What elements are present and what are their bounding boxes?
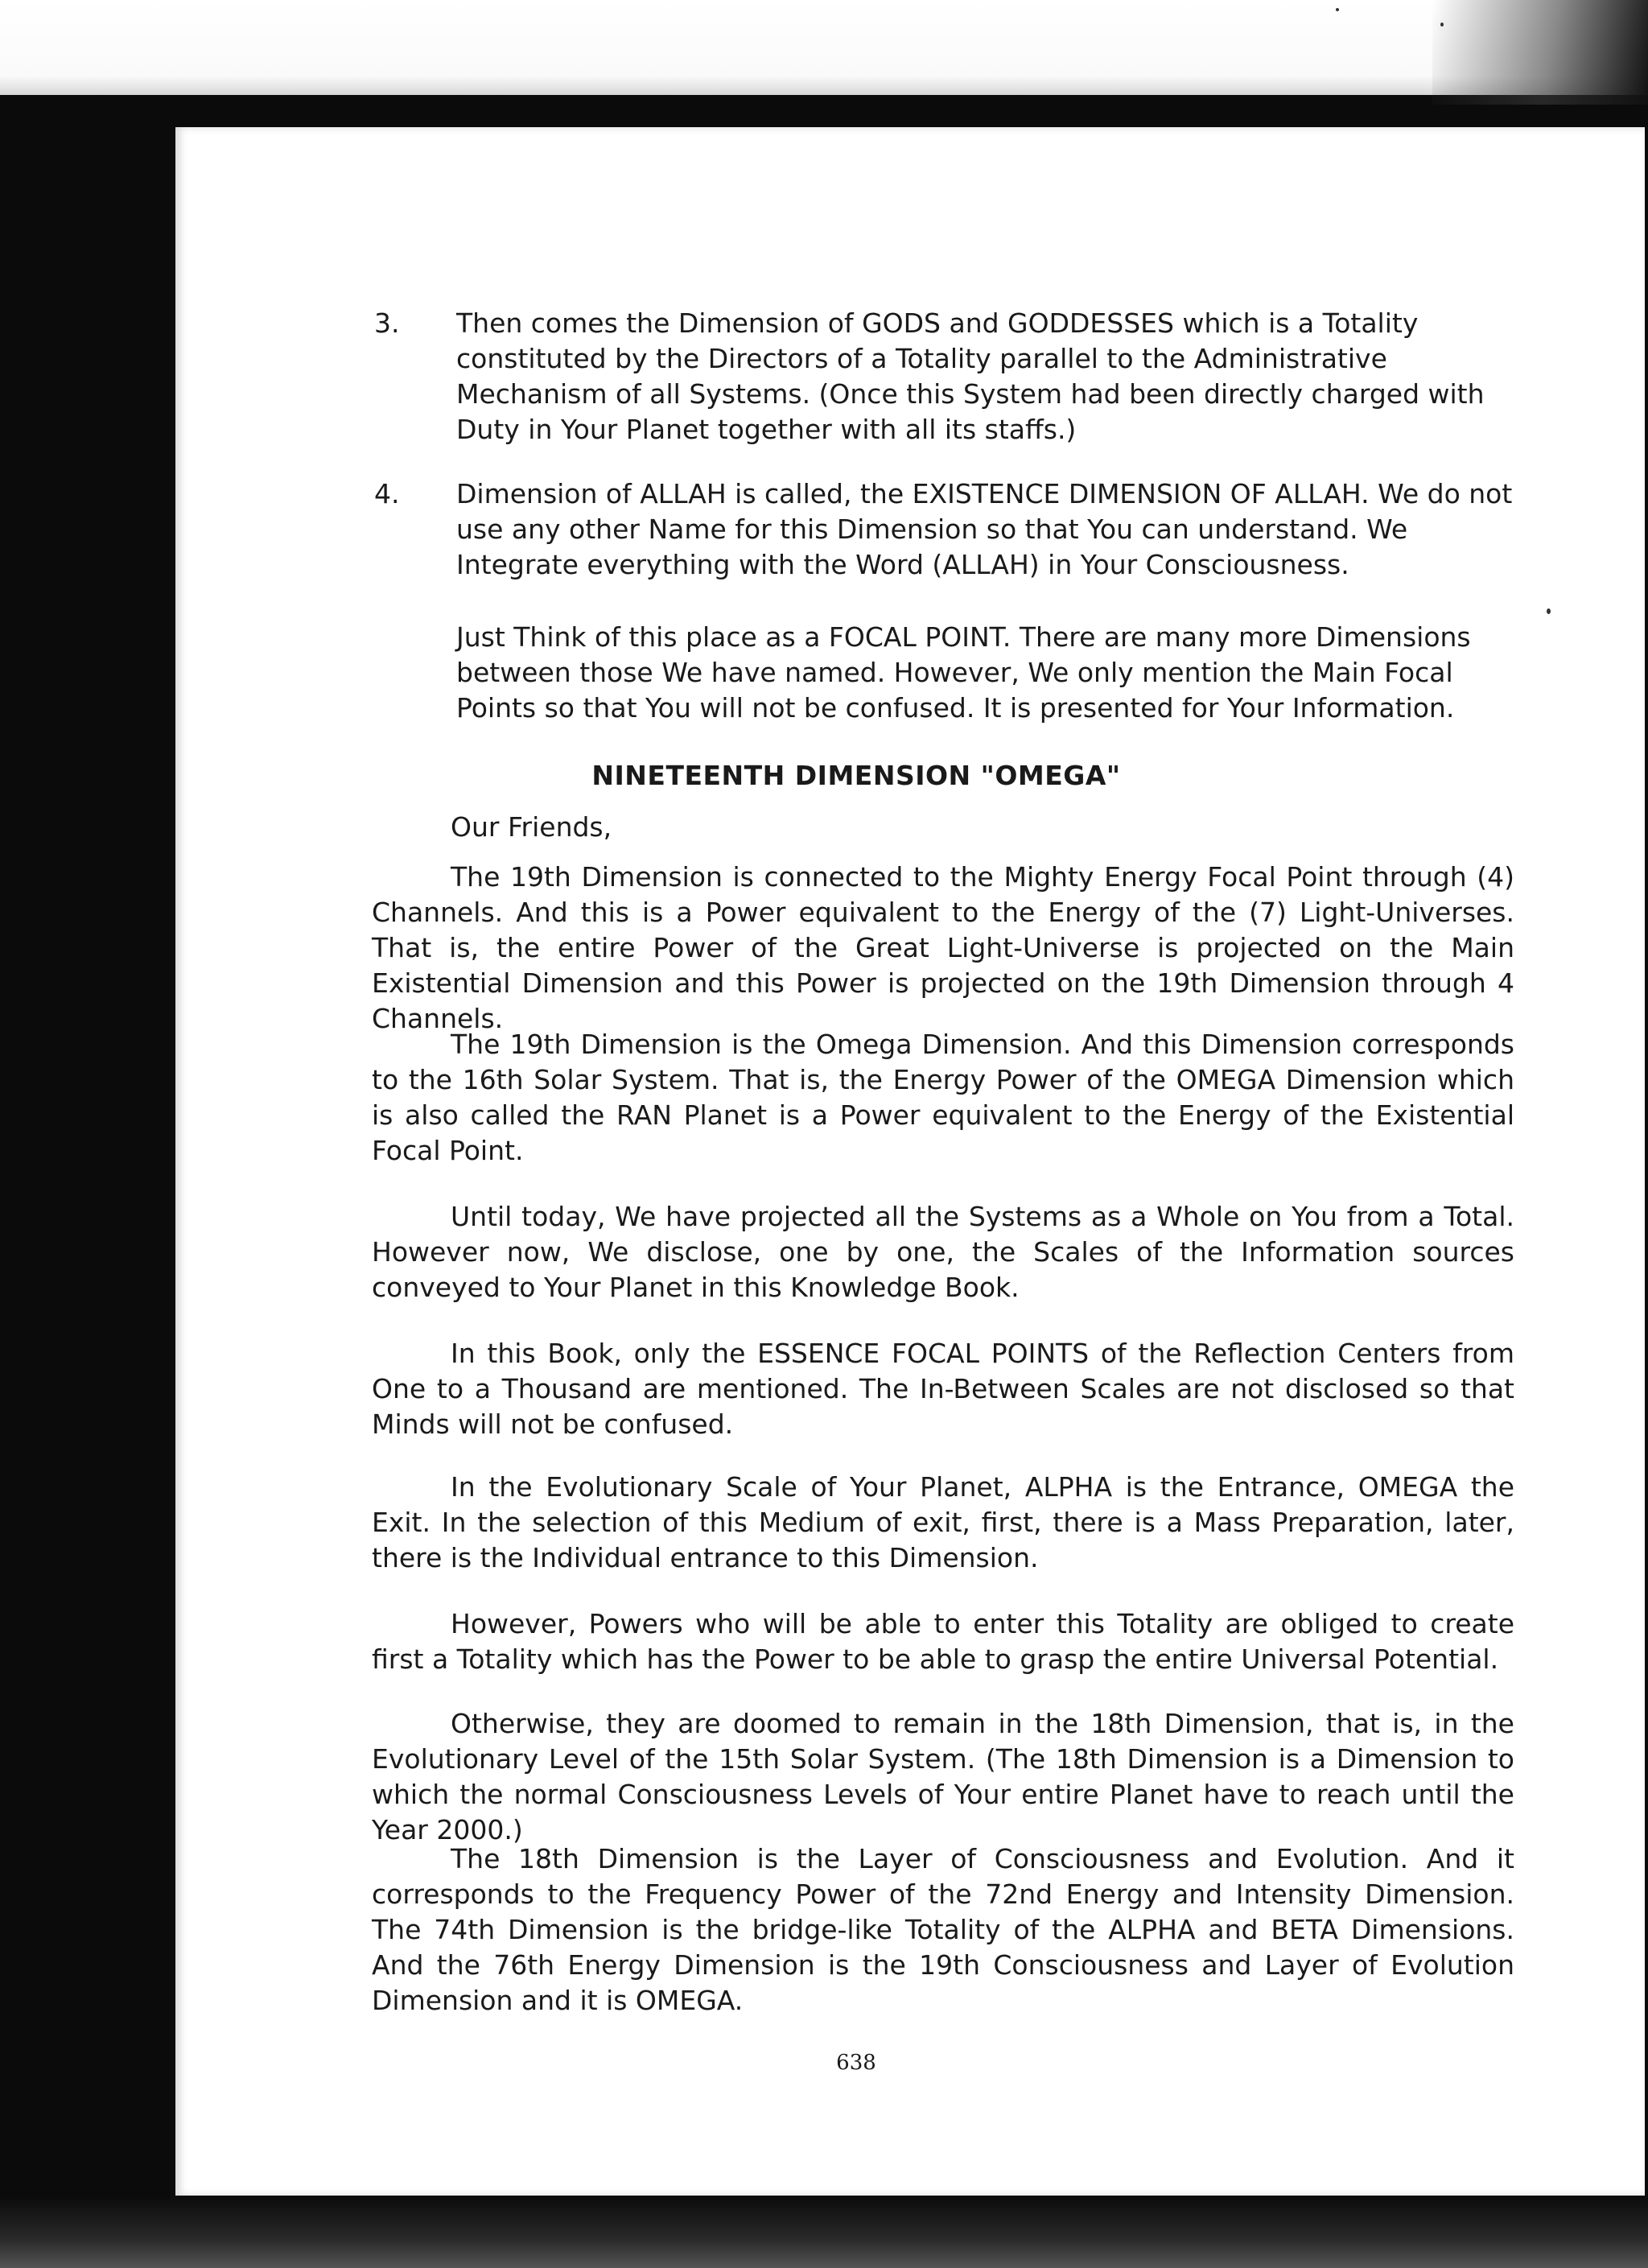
paragraph: However, Powers who will be able to enter this Totality are obliged to create first a Totality which has the Power to be able to grasp the entire Universal Potential. bbox=[372, 1608, 1514, 1675]
section-heading: NINETEENTH DIMENSION "OMEGA" bbox=[591, 760, 1121, 791]
scan-speck bbox=[1440, 23, 1444, 27]
paragraph: Until today, We have projected all the Systems as a Whole on You from a Total. However now, We disclose, one by one, the Scales of the Information sources conveyed to Your Planet in this Knowledge Book. bbox=[372, 1201, 1514, 1303]
paragraph: Otherwise, they are doomed to remain in the 18th Dimension, that is, in the Evolutionary Level of the 15th Solar System. (The 18th Dimension is a Dimension to which the normal Consciousness Levels of Your entire Planet have to reach until the Year 2000.) bbox=[372, 1708, 1514, 1845]
paragraph: The 19th Dimension is the Omega Dimension. And this Dimension corresponds to the 16th Solar System. That is, the Energy Power of the OMEGA Dimension which is also called the RAN Planet is a Power equivalent to the Energy of the Existential Focal Point. bbox=[372, 1029, 1514, 1166]
list-text: Dimension of ALLAH is called, the EXISTENCE DIMENSION OF ALLAH. We do not use any other Name for this Dimension so that You can understand. We Integrate everything with the Word (ALLAH) in Your Consciousness. bbox=[456, 478, 1513, 580]
salutation: Our Friends, bbox=[451, 811, 612, 843]
paragraph: The 18th Dimension is the Layer of Consciousness and Evolution. And it corresponds to the Frequency Power of the 72nd Energy and Intensity Dimension. The 74th Dimension is the bridge-like Totality of the ALPHA and BETA Dimensions. And the 76th Energy Dimension is the 19th Consciousness and Layer of Evolution Dimension and it is OMEGA. bbox=[372, 1843, 1514, 2016]
page-number: 638 bbox=[836, 2051, 876, 2075]
scan-speck bbox=[1336, 8, 1339, 11]
focal-point-note: Just Think of this place as a FOCAL POINT. There are many more Dimensions between those We have named. However, We only mention the Main Focal Points so that You will not be confused. It is presented for Your Information. bbox=[456, 621, 1471, 724]
list-text: Then comes the Dimension of GODS and GODDESSES which is a Totality constituted by the Directors of a Totality parallel to the Administrative Mechanism of all Systems. (Once this System had been directly charged with Duty in Your Planet together with all its staffs.) bbox=[456, 307, 1485, 445]
scan-speck bbox=[1547, 608, 1551, 614]
list-number: 4. bbox=[374, 478, 400, 509]
paragraph: In the Evolutionary Scale of Your Planet, ALPHA is the Entrance, OMEGA the Exit. In the selection of this Medium of exit, first, there is a Mass Preparation, later, there is the Individual entrance to this Dimension. bbox=[372, 1471, 1514, 1573]
list-number: 3. bbox=[374, 307, 400, 339]
paragraph: In this Book, only the ESSENCE FOCAL POINTS of the Reflection Centers from One to a Thousand are mentioned. The In-Between Scales are not disclosed so that Minds will not be confused. bbox=[372, 1338, 1514, 1440]
paragraph: The 19th Dimension is connected to the Mighty Energy Focal Point through (4) Channels. And this is a Power equivalent to the Energy of the (7) Light-Universes. That is, the entire Power of the Great Light-Universe is projected on the Main Existential Dimension and this Power is projected on the 19th Dimension through 4 Channels. bbox=[372, 861, 1514, 1034]
